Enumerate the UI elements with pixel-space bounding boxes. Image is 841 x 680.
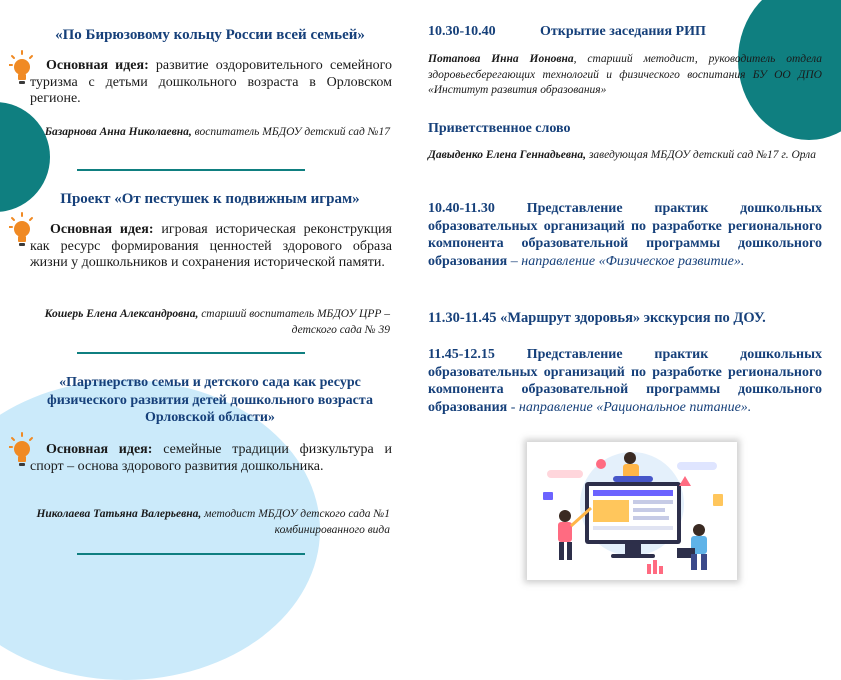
online-learning-illustration-icon: [527, 442, 737, 580]
author-name: Давыденко Елена Геннадьевна,: [428, 149, 587, 161]
author-name: Кошерь Елена Александровна,: [44, 308, 199, 320]
agenda-item-excursion: 11.30-11.45 «Маршрут здоровья» экскурсия по ДОУ.: [428, 310, 766, 326]
welcome-title: Приветственное слово: [428, 121, 571, 136]
section-1-title: «По Бирюзовому кольцу России всей семьей»: [55, 27, 365, 43]
author-role: старший воспитатель МБДОУ ЦРР – детского сада № 39: [198, 308, 390, 336]
agenda-text: 10.40-11.30 Представление практик дошкольных образовательных организаций по разработке регионального компонента образовательной программы дошкольного образования: [428, 201, 822, 269]
education-illustration: [527, 442, 737, 580]
agenda-item-practices-physical: [428, 200, 822, 270]
agenda-direction: – направление «Физическое развитие».: [507, 253, 745, 269]
section-1-author: [25, 124, 390, 140]
idea-label: Основная идея:: [50, 222, 154, 237]
author-name: Потапова Инна Ионовна: [428, 53, 574, 65]
author-role: методист МБДОУ детского сада №1 комбинированного вида: [201, 508, 390, 536]
opening-title: Открытие заседания РИП: [540, 24, 706, 39]
agenda-direction: - направление «Рациональное питание».: [507, 399, 752, 415]
divider: [77, 352, 305, 354]
idea-text: развитие оздоровительного семейного туризма с детьми дошкольного возраста в Орловском регионе.: [30, 58, 392, 106]
author-name: Базарнова Анна Николаевна,: [44, 126, 192, 138]
section-3-title: «Партнерство семьи и детского сада как ресурс физического развития детей дошкольного возраста Орловской области»: [47, 375, 373, 425]
section-2-idea: [30, 222, 392, 272]
welcome-author: [428, 148, 822, 164]
author-role: заведующая МБДОУ детский сад №17 г. Орла: [586, 149, 817, 161]
idea-text: семейные традиции физкультура и спорт – основа здорового развития дошкольника.: [30, 442, 393, 474]
section-2-author: [25, 306, 390, 338]
divider: [77, 169, 305, 171]
agenda-text: 11.45-12.15 Представление практик дошкольных образовательных организаций по разработке регионального компонента образовательной программы дошкольного образования: [428, 347, 822, 415]
opening-time: 10.30-10.40: [428, 24, 496, 39]
section-3-idea: [30, 442, 392, 475]
opening-author: [428, 52, 822, 99]
idea-text: игровая историческая реконструкция как ресурс формирования ценностей здорового образа жизни у дошкольников и сохранения исторической памяти.: [30, 222, 392, 270]
author-role: , старший методист, руководитель отдела здоровьесберегающих технологий и физического воспитания БУ ОО ДПО «Институт развития образования»: [428, 53, 822, 96]
section-1-idea: [30, 58, 392, 108]
section-3-author: [25, 506, 390, 538]
idea-label: Основная идея:: [46, 58, 149, 73]
agenda-item-practices-nutrition: [428, 346, 822, 416]
section-2-title: Проект «От пестушек к подвижным играм»: [60, 191, 360, 207]
divider: [77, 553, 305, 555]
author-name: Николаева Татьяна Валерьевна,: [36, 508, 202, 520]
idea-label: Основная идея:: [46, 442, 153, 457]
author-role: воспитатель МБДОУ детский сад №17: [191, 126, 390, 138]
